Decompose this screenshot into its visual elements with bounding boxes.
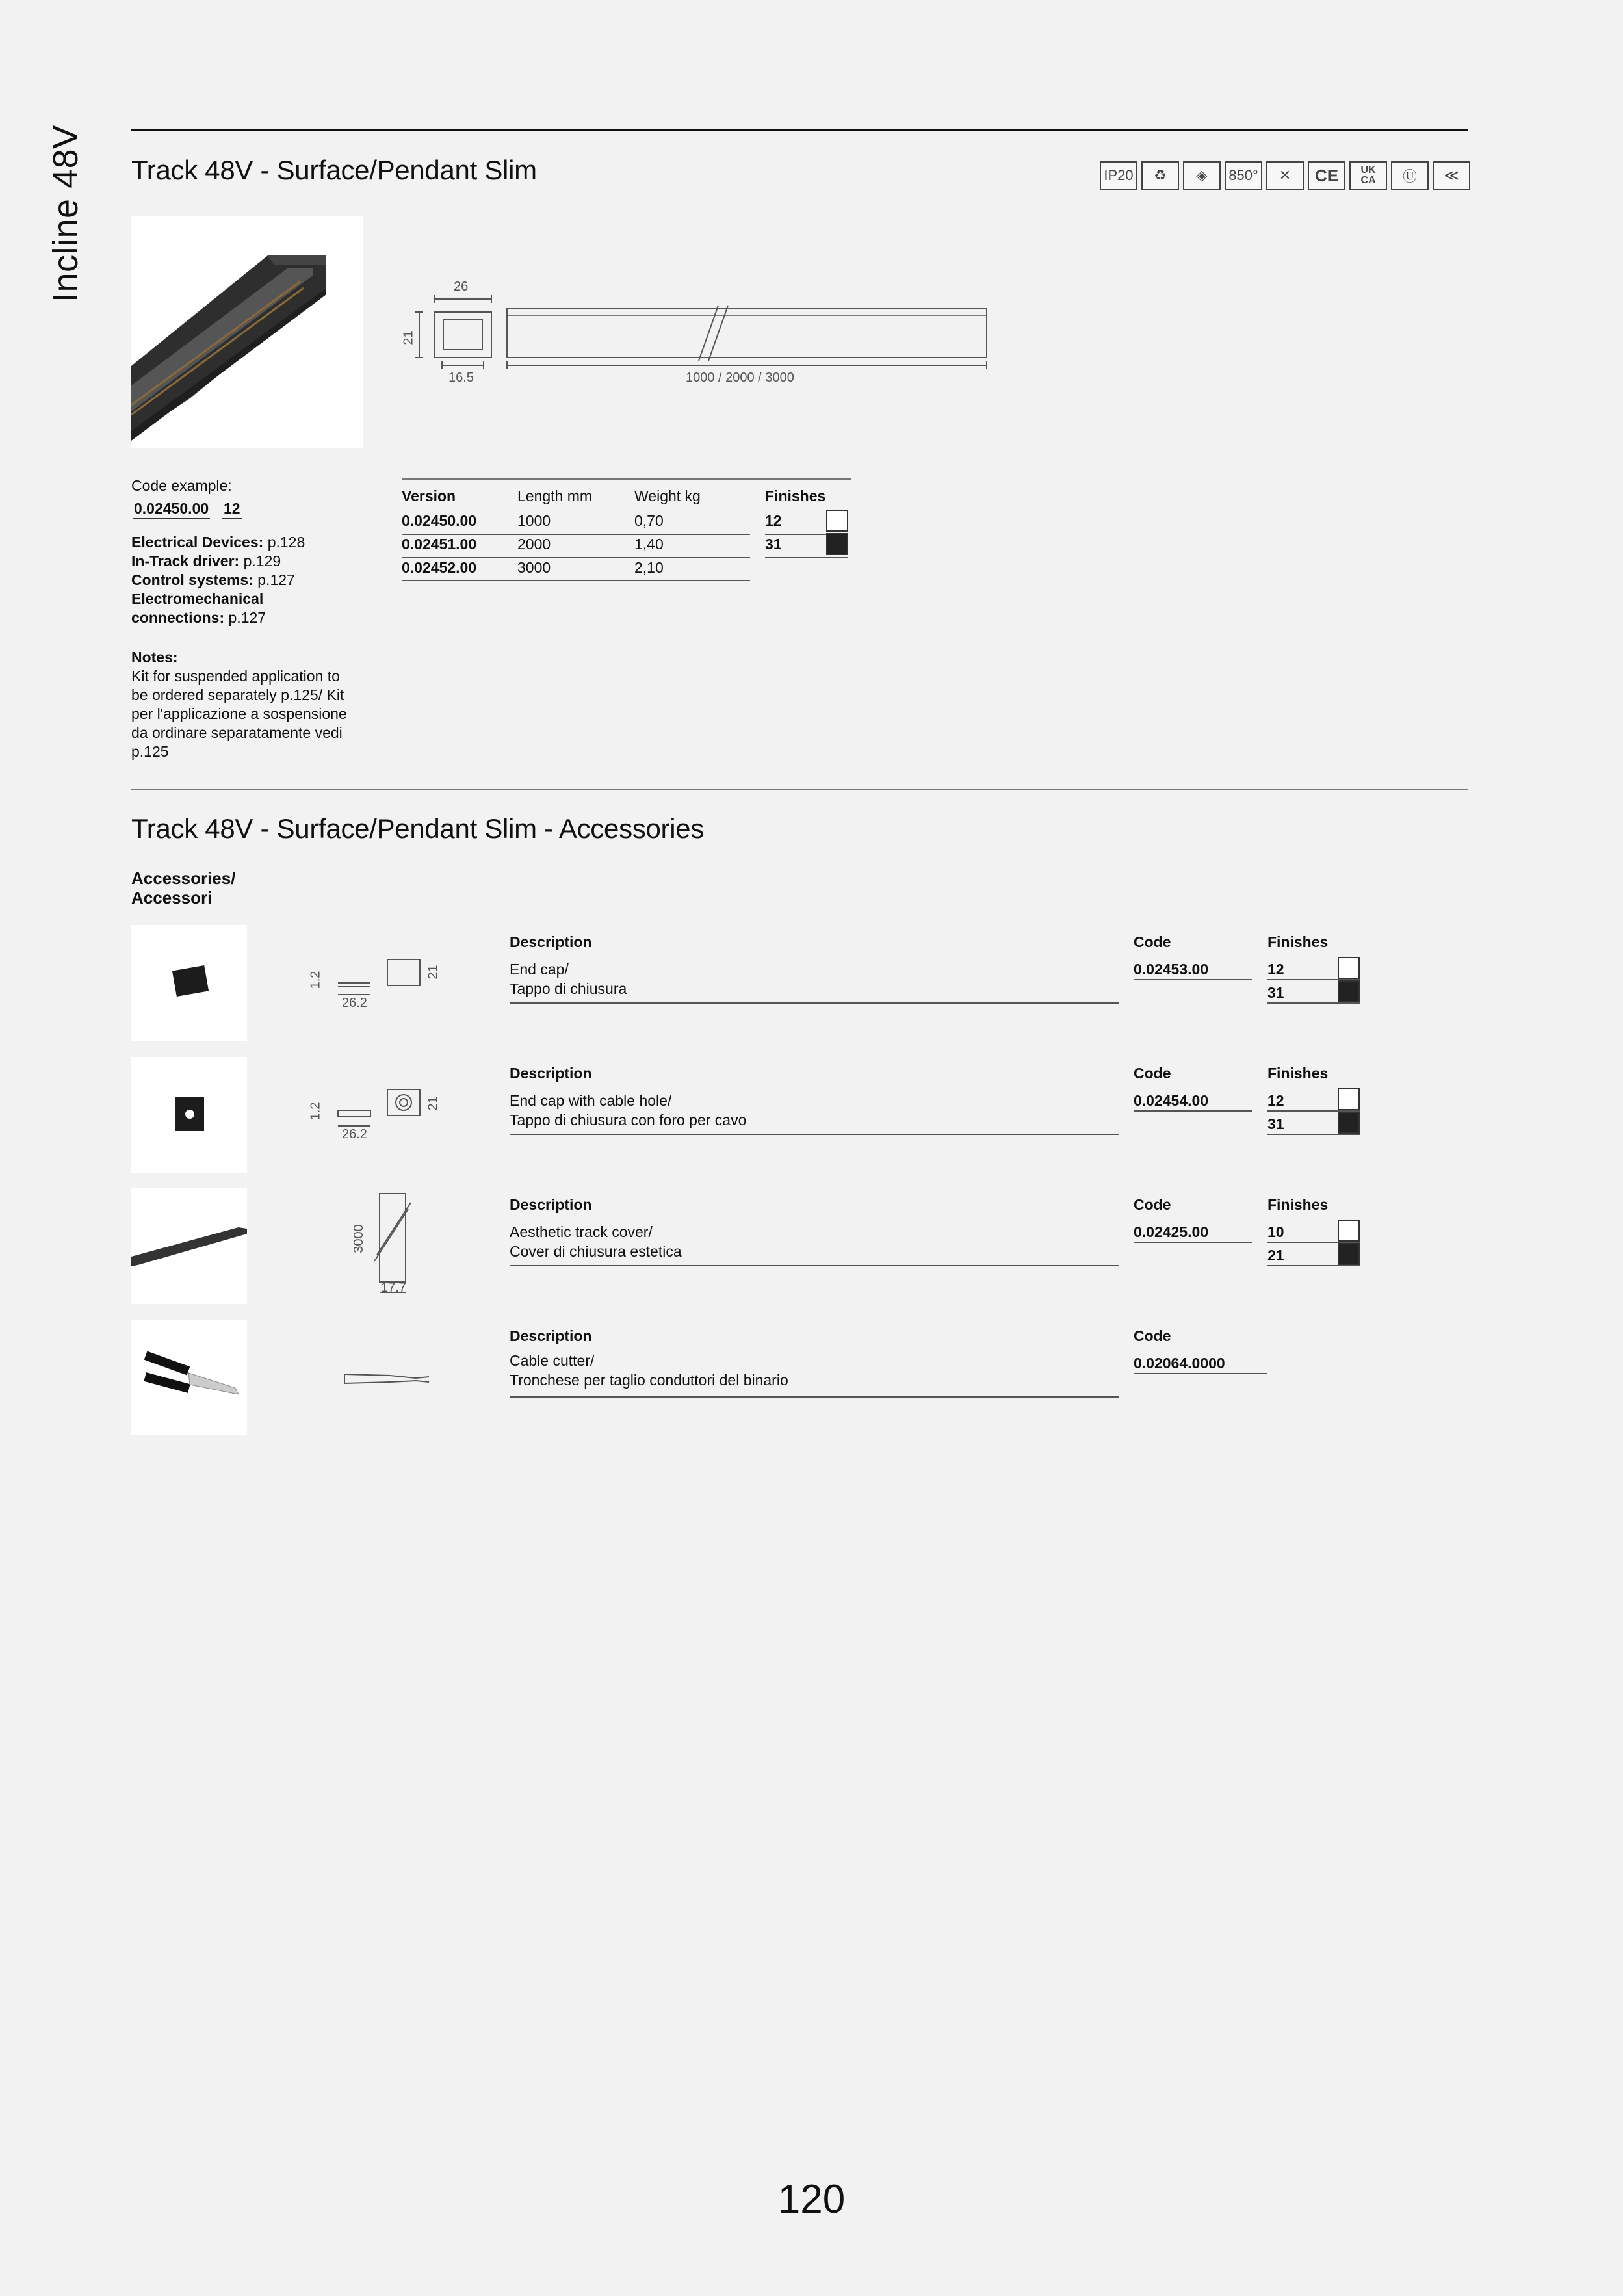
version-table — [402, 478, 857, 589]
table-row-1-version: 0.02450.00 — [402, 512, 477, 529]
dim-width: 26.2 — [342, 1127, 367, 1141]
description-line1: Aesthetic track cover/ — [510, 1223, 653, 1240]
table-row-3-length: 3000 — [517, 559, 551, 576]
table-row-3-version: 0.02452.00 — [402, 559, 477, 576]
col-weight: Weight kg — [634, 488, 701, 504]
finishes-header: Finishes — [1267, 933, 1329, 950]
recycle-icon: ♻ — [1141, 161, 1179, 190]
notes-title: Notes: — [131, 649, 178, 666]
track-technical-drawing — [396, 280, 994, 390]
accessories-title: Track 48V - Surface/Pendant Slim - Accessories — [131, 813, 704, 844]
product-code: 0.02064.0000 — [1134, 1355, 1225, 1372]
finish-code-2: 31 — [1267, 1115, 1284, 1132]
description-line2: Tronchese per taglio conduttori del binario — [510, 1372, 788, 1389]
flame-icon: ≪ — [1433, 161, 1470, 190]
notes-text: Kit for suspended application to be ordered separately p.125/ Kit per l'applicazione a sospensione da ordinare separatamente vedi p.125 — [131, 668, 347, 760]
dim-width: 26.2 — [342, 996, 367, 1010]
cable-cutter-photo — [131, 1320, 247, 1435]
col-version: Version — [402, 488, 456, 504]
description-line1: End cap/ — [510, 961, 569, 978]
description-header: Description — [510, 933, 592, 950]
code-header: Code — [1134, 1327, 1171, 1344]
ce-icon: CE — [1308, 161, 1345, 190]
col-length: Length mm — [517, 488, 593, 504]
sidebar-title — [39, 125, 91, 312]
ref-electromechanical[interactable]: Electromechanical connections: p.127 — [131, 590, 266, 626]
description-line2: Cover di chiusura estetica — [510, 1243, 682, 1260]
no-cover-icon: ✕ — [1266, 161, 1304, 190]
end-cap-hole-drawing — [305, 1080, 461, 1152]
table-row-2-length: 2000 — [517, 536, 551, 553]
finish-code-1: 10 — [1267, 1223, 1284, 1240]
cable-cutter-drawing — [338, 1363, 442, 1395]
table-row-2-version: 0.02451.00 — [402, 536, 477, 553]
dim-width: 26 — [454, 280, 469, 294]
dim-length: 3000 — [351, 1224, 366, 1253]
finish-swatch-black — [1338, 1112, 1360, 1134]
finish-code-1: 12 — [765, 512, 782, 529]
finish-code-1: 12 — [1267, 961, 1284, 978]
finish-swatch-black — [1338, 1243, 1360, 1265]
code-header: Code — [1134, 933, 1171, 950]
code-example-finish: 12 — [222, 499, 242, 519]
end-cap-drawing — [305, 949, 461, 1021]
dim-inner: 16.5 — [448, 371, 474, 385]
finish-code-1: 12 — [1267, 1092, 1284, 1109]
table-row-2-weight: 1,40 — [634, 536, 664, 553]
references — [131, 533, 365, 627]
product-code: 0.02454.00 — [1134, 1092, 1209, 1109]
track-cover-drawing — [338, 1190, 442, 1307]
temperature-icon: 850° — [1225, 161, 1262, 190]
finishes-header: Finishes — [1267, 1196, 1329, 1213]
description-line1: End cap with cable hole/ — [510, 1092, 672, 1109]
ul-icon: Ⓤ — [1391, 161, 1429, 190]
ip20-icon: IP20 — [1100, 161, 1137, 190]
dim-thickness: 1.2 — [308, 971, 323, 989]
finish-swatch-black — [826, 533, 848, 555]
sidebar-title-text: Incline 48V — [46, 125, 85, 302]
product-code: 0.02453.00 — [1134, 961, 1209, 978]
ukca-icon: UK CA — [1349, 161, 1387, 190]
track-photo — [131, 216, 363, 448]
description-line2: Tappo di chiusura — [510, 980, 627, 997]
dim-height: 21 — [426, 1096, 441, 1111]
dim-thickness: 1.2 — [308, 1102, 323, 1121]
table-row-1-length: 1000 — [517, 512, 551, 529]
ref-in-track-driver[interactable]: In-Track driver: p.129 — [131, 553, 281, 569]
col-finishes: Finishes — [765, 488, 826, 504]
certification-icons — [1100, 161, 1470, 190]
top-rule — [131, 129, 1468, 131]
end-cap-hole-photo — [131, 1057, 247, 1173]
description-line2: Tappo di chiusura con foro per cavo — [510, 1112, 747, 1128]
finish-swatch-black — [1338, 980, 1360, 1002]
description-header: Description — [510, 1327, 592, 1344]
section-divider — [131, 789, 1468, 790]
ref-electrical-devices[interactable]: Electrical Devices: p.128 — [131, 534, 305, 551]
section-title: Track 48V - Surface/Pendant Slim — [131, 155, 537, 185]
finish-swatch-white — [1338, 957, 1360, 979]
product-code: 0.02425.00 — [1134, 1223, 1209, 1240]
class-icon: ◈ — [1183, 161, 1221, 190]
page-number: 120 — [777, 2177, 846, 2222]
dim-height: 21 — [401, 330, 416, 345]
finish-swatch-white — [826, 510, 848, 532]
code-example-label: Code example: — [131, 477, 232, 494]
description-header: Description — [510, 1196, 592, 1213]
finish-code-2: 21 — [1267, 1247, 1284, 1264]
ref-control-systems[interactable]: Control systems: p.127 — [131, 571, 295, 588]
code-example-code: 0.02450.00 — [133, 499, 210, 519]
accessories-subtitle: Accessories/ Accessori — [131, 868, 236, 907]
table-row-1-weight: 0,70 — [634, 512, 664, 529]
end-cap-photo — [131, 925, 247, 1041]
dim-height: 21 — [426, 965, 441, 980]
finish-swatch-white — [1338, 1220, 1360, 1242]
description-line1: Cable cutter/ — [510, 1352, 595, 1369]
table-row-3-weight: 2,10 — [634, 559, 664, 576]
finish-code-2: 31 — [765, 536, 782, 553]
finishes-header: Finishes — [1267, 1065, 1329, 1082]
code-header: Code — [1134, 1065, 1171, 1082]
description-header: Description — [510, 1065, 592, 1082]
track-cover-photo — [131, 1188, 247, 1304]
dim-width: 17.7 — [381, 1281, 406, 1295]
finish-swatch-white — [1338, 1088, 1360, 1110]
code-header: Code — [1134, 1196, 1171, 1213]
dim-length: 1000 / 2000 / 3000 — [686, 371, 794, 385]
finish-code-2: 31 — [1267, 984, 1284, 1001]
